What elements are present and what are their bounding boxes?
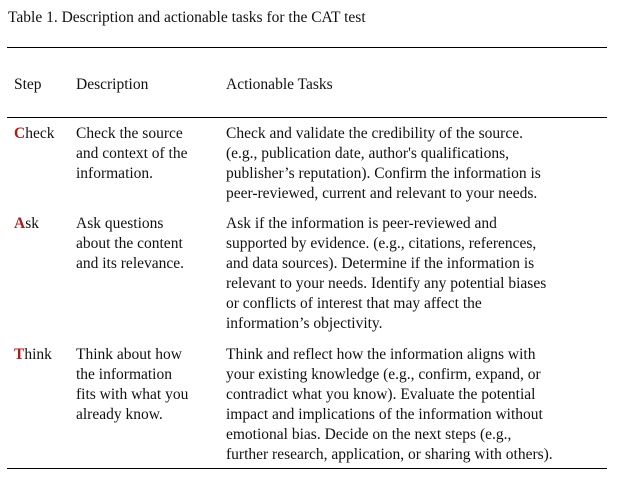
task-line: supported by evidence. (e.g., citations, references, [226, 235, 537, 252]
description-line: Ask questions [76, 215, 164, 232]
description-check [76, 124, 187, 184]
step-rest: sk [25, 215, 39, 232]
table-top-rule [7, 47, 607, 48]
task-line: publisher’s reputation). Confirm the information is [226, 165, 541, 182]
task-line: emotional bias. Decide on the next steps (e.g., [226, 426, 512, 443]
step-think [14, 345, 52, 365]
task-line: Ask if the information is peer-reviewed and [226, 215, 497, 232]
task-line: (e.g., publication date, author's qualifications, [226, 145, 510, 162]
task-line: and data sources). Determine if the information is [226, 255, 535, 272]
step-initial: T [14, 346, 25, 363]
task-line: Check and validate the credibility of the source. [226, 125, 523, 142]
description-line: already know. [76, 406, 163, 423]
task-line: contradict what you know). Evaluate the potential [226, 386, 536, 403]
table-caption: Table 1. Description and actionable tasks for the CAT test [8, 9, 366, 26]
table-header-rule [7, 117, 607, 118]
description-line: Think about how [76, 346, 182, 363]
header-actionable-tasks: Actionable Tasks [226, 76, 333, 93]
header-description: Description [76, 76, 149, 93]
step-initial: C [14, 125, 26, 142]
task-line: your existing knowledge (e.g., confirm, expand, or [226, 366, 541, 383]
task-line: peer-reviewed, current and relevant to your needs. [226, 185, 538, 202]
table-bottom-rule [7, 468, 607, 469]
task-line: Think and reflect how the information aligns with [226, 346, 536, 363]
tasks-check [226, 124, 541, 204]
step-rest: heck [25, 125, 55, 142]
description-ask [76, 214, 184, 274]
header-step: Step [14, 76, 42, 93]
task-line: or conflicts of interest that may affect the [226, 295, 482, 312]
step-check [14, 124, 54, 144]
step-initial: A [14, 215, 26, 232]
tasks-ask [226, 214, 546, 334]
description-line: and its relevance. [76, 255, 185, 272]
description-line: fits with what you [76, 386, 189, 403]
task-line: impact and implications of the information without [226, 406, 543, 423]
description-line: about the content [76, 235, 183, 252]
description-line: and context of the [76, 145, 188, 162]
description-line: Check the source [76, 125, 183, 142]
task-line: relevant to your needs. Identify any potential biases [226, 275, 547, 292]
step-ask [14, 214, 39, 234]
tasks-think [226, 345, 553, 465]
task-line: further research, application, or sharing with others). [226, 446, 553, 463]
description-line: the information [76, 366, 172, 383]
task-line: information’s objectivity. [226, 315, 383, 332]
description-line: information. [76, 165, 154, 182]
step-rest: hink [24, 346, 52, 363]
description-think [76, 345, 188, 425]
